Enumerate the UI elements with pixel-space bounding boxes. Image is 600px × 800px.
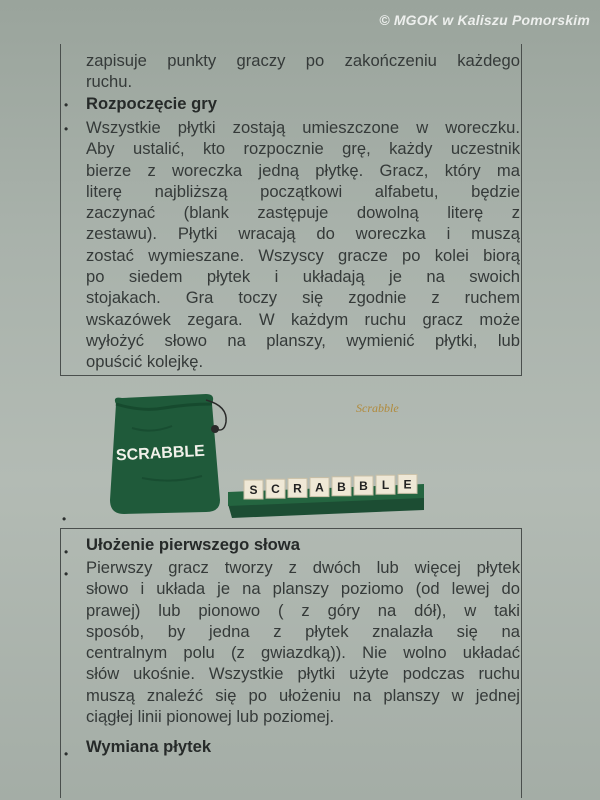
text-line: ciągłej linii pionowej lub poziomej.: [86, 707, 335, 727]
rack-tile-letter: A: [315, 480, 324, 495]
text-line: zostać wymieszane. Wszyscy gracze po kolei biorą: [86, 245, 520, 265]
text-line: zestawu). Płytki wracają do woreczka i muszą: [86, 224, 520, 244]
text-line: wyłożyć słowo na planszy, wymienić płytki, lub: [86, 330, 520, 350]
rules-section-start: [60, 44, 522, 376]
text-line: zapisuje punkty graczy po zakończeniu każdego: [86, 51, 520, 70]
heading-start-game: Rozpoczęcie gry: [86, 94, 217, 113]
scrabble-bag-image: [102, 388, 230, 516]
rack-tile-letter: C: [271, 482, 280, 497]
rack-tile-letter: B: [337, 479, 346, 494]
text-line: słowo i układa je na planszy poziomo (od lewej do: [86, 579, 520, 599]
text-line: Aby ustalić, kto rozpocznie grę, każdy uczestnik: [86, 139, 520, 159]
bullet-icon: •: [62, 512, 67, 526]
first-word-paragraph: [86, 557, 520, 727]
text-line: Wszystkie płytki zostają umieszczone w woreczku.: [86, 118, 520, 137]
heading-first-word: Ułożenie pierwszego słowa: [86, 535, 300, 554]
rules-section-first-word: [60, 528, 522, 798]
rack-tile-letter: L: [381, 478, 390, 493]
bullet-icon: •: [64, 747, 69, 761]
scrabble-rack-image: [228, 474, 424, 518]
text-line: wskazówek zegara. W każdym ruchu gracz może: [86, 309, 520, 329]
rack-tile-letter: E: [403, 477, 412, 492]
heading-tile-exchange: Wymiana płytek: [86, 737, 212, 756]
scrabble-small-logo: Scrabble: [356, 401, 399, 415]
bag-logo-text: SCRABBLE: [115, 442, 206, 465]
rack-tile-letter: R: [293, 481, 302, 496]
text-line: muszą znaleźć się po ułożeniu na planszy w jednej: [86, 685, 520, 705]
rack-tile-letter: S: [249, 483, 258, 497]
text-line: stojakach. Gra toczy się zgodnie z ruchem: [86, 288, 520, 308]
text-line: opuścić kolejkę.: [86, 352, 204, 372]
text-line: słów ukośnie. Wszystkie płytki użyte podczas ruchu: [86, 664, 520, 684]
intro-text: [86, 50, 520, 93]
rack-tile-letter: B: [359, 479, 368, 493]
text-line: sposób, by jedna z płytek znalazła się na: [86, 621, 520, 641]
bullet-icon: •: [64, 122, 69, 136]
text-line: ruchu.: [86, 72, 133, 92]
text-line: po siedem płytek i układają je na swoich: [86, 267, 520, 287]
bullet-icon: •: [64, 567, 69, 581]
text-line: centralnym polu (z gwiazdką)). Nie wolno układać: [86, 643, 520, 663]
bullet-icon: •: [64, 545, 69, 559]
text-line: bierze z woreczka jedną płytkę. Gracz, który ma: [86, 160, 520, 180]
text-line: prawej) lub pionowo ( z góry na dół), w taki: [86, 600, 520, 620]
copyright-watermark: © MGOK w Kaliszu Pomorskim: [379, 12, 590, 28]
text-line: zaczynać (blank zastępuje dowolną literę z: [86, 203, 520, 223]
bullet-icon: •: [64, 98, 69, 112]
text-line: Pierwszy gracz tworzy z dwóch lub więcej płytek: [86, 558, 520, 577]
text-line: literę najbliższą początkowi alfabetu, będzie: [86, 181, 520, 201]
start-game-paragraph: [86, 117, 520, 373]
